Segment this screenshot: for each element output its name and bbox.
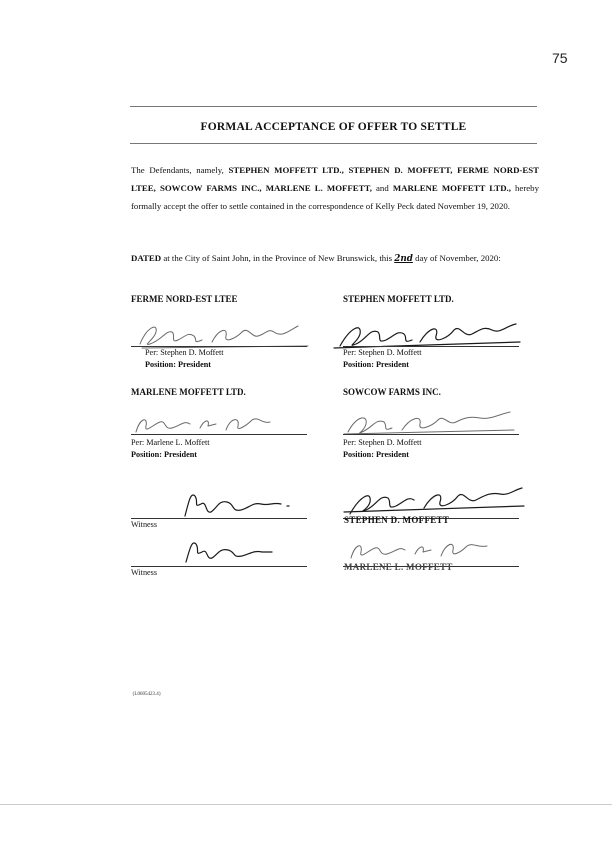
document-code: {L0605423.4} [132,692,162,697]
signature-line [131,434,307,435]
paragraph-prefix: The Defendants, namely, [131,165,229,175]
top-rule [130,106,537,107]
company-stephen-moffett-ltd: STEPHEN MOFFETT LTD. [343,294,454,304]
signatory-per: Per: Marlene L. Moffett Position: President [131,438,210,459]
page-number: 75 [552,50,568,66]
printed-name-marlene: MARLENE L. MOFFETT [344,562,453,572]
dated-paragraph [131,249,539,268]
signature-line [131,566,307,567]
company-sowcow-farms: SOWCOW FARMS INC. [343,387,441,397]
signatory-per: Per: Stephen D. Moffett Position: President [343,348,422,369]
dated-text: at the City of Saint John, in the Province of New Brunswick, this [161,253,395,263]
company-ferme-nord-est: FERME NORD-EST LTEE [131,294,238,304]
document-title: FORMAL ACCEPTANCE OF OFFER TO SETTLE [200,121,467,133]
company-marlene-moffett-ltd: MARLENE MOFFETT LTD. [131,387,246,397]
page-bottom-rule [0,804,612,805]
party-list: STEPHEN MOFFETT LTD., STEPHEN D. MOFFETT, FERME NORD-EST LTEE, SOWCOW FARMS INC., MARLENE L. MOFFETT, [131,165,539,193]
dated-day: 2nd [394,254,413,264]
paragraph-suffix: hereby formally accept the offer to settle contained in the correspondence of Kelly Peck dated November 19, 2020. [131,183,539,211]
signature-line [131,518,307,519]
witness-label: Witness [131,520,158,529]
signature-line [343,434,519,435]
signature-stephen-moffett-3 [340,408,520,440]
dated-text-2: day of November, 2020: [412,253,501,263]
witness-label: Witness [131,568,158,577]
signatory-per: Per: Stephen D. Moffett Position: President [343,438,422,459]
signature-witness-2 [178,534,278,568]
paragraph-joiner: and [371,183,393,193]
title-rule [130,143,537,144]
signature-marlene-moffett-1 [130,408,290,440]
acceptance-paragraph [131,161,539,215]
dated-label: DATED [131,253,162,263]
signatory-per: Per: Stephen D. Moffett Position: President [145,348,224,369]
signature-witness-1 [175,486,305,522]
printed-name-stephen: STEPHEN D. MOFFETT [344,515,450,525]
party-last: MARLENE MOFFETT LTD., [392,183,511,193]
